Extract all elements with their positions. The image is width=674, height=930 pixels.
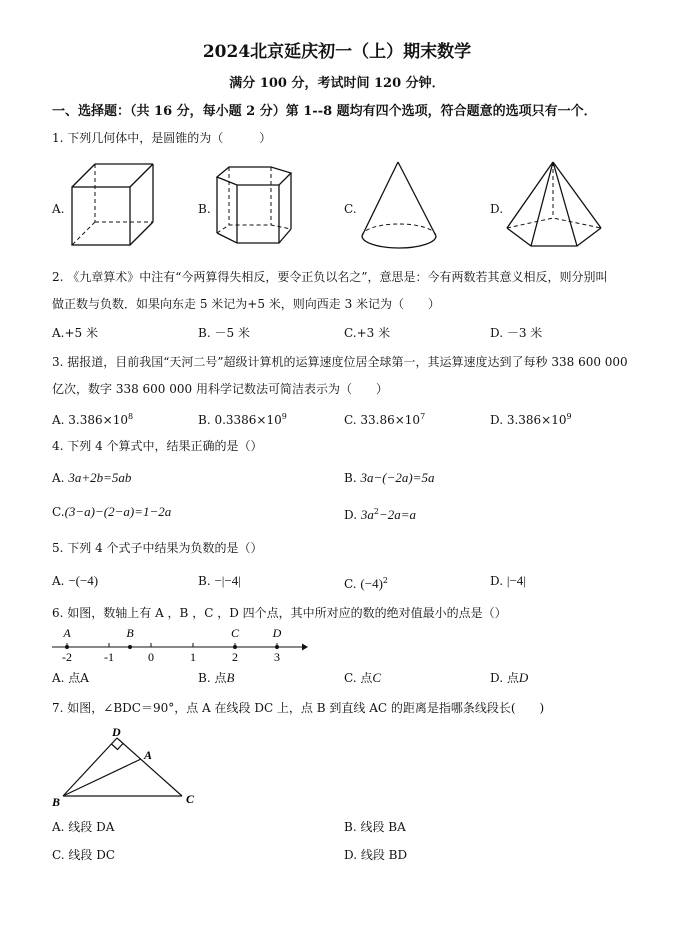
tick-label: -1 (104, 650, 114, 664)
tick-label: -2 (62, 650, 72, 664)
vertex-label-b: B (52, 795, 61, 809)
triangle-figure (50, 724, 210, 810)
q3-stem-line2: 亿次，数字 338 600 000 用科学记数法可简洁表示为（ ） (52, 382, 388, 396)
exam-info: 满分 100 分，考试时间 120 分钟． (229, 76, 445, 91)
q3-stem-line1: 3. 据报道，目前我国“天河二号”超级计算机的运算速度位居全球第一，其运算速度达到了每秒 338 600 000 (52, 355, 628, 369)
q7-option-a: A. 线段 DA (52, 820, 115, 834)
q7-stem: 7. 如图，∠BDC＝90°，点 A 在线段 DC 上，点 B 到直线 AC 的距离是指哪条线段长( ) (52, 701, 545, 715)
q3-option-a: A. $3.386\times 10^8$ (52, 412, 134, 427)
tick-label: 3 (274, 650, 280, 664)
vertex-label-d: D (112, 725, 121, 739)
hexagonal-prism-icon (215, 163, 295, 249)
cube-icon (70, 160, 160, 250)
number-line-ticks (67, 643, 277, 647)
point-c (233, 645, 237, 649)
tick-label: 0 (148, 650, 154, 664)
tick-label: 2 (232, 650, 238, 664)
segment-ba (63, 759, 141, 796)
number-line-arrow (302, 644, 308, 651)
q6-option-c: C. 点C (344, 670, 382, 685)
point-b (128, 645, 132, 649)
q1-option-d: D. (490, 202, 504, 216)
point-label-c: C (230, 626, 240, 640)
segment-dc (117, 738, 182, 796)
q5-option-a: A. −(−4) (52, 573, 99, 588)
q7-option-b: B. 线段 BA (344, 820, 406, 834)
q4-stem: 4. 下列 4 个算式中，结果正确的是（） (52, 439, 263, 453)
q2-stem-line1: 2. 《九章算术》中注有“今两算得失相反，要令正负以名之”，意思是：今有两数若其意义相反，则分别叫 (52, 270, 608, 284)
q7-option-d: D. 线段 BD (344, 848, 408, 862)
segment-bd (63, 738, 117, 796)
q2-option-b: B. －5 米 (198, 326, 250, 340)
q6-option-a: A. 点A (52, 671, 89, 685)
q6-option-b: B. 点B (198, 670, 235, 685)
q5-stem: 5. 下列 4 个式子中结果为负数的是（） (52, 541, 263, 555)
q1-option-c: C. (344, 202, 357, 216)
q1-option-b: B. (198, 202, 211, 216)
page-title: 2024北京延庆初一（上）期末数学 (202, 42, 472, 62)
q3-option-d: D. $3.386\times 10^9$ (490, 412, 572, 427)
q1-stem: 1. 下列几何体中，是圆锥的为（ ） (52, 131, 272, 145)
vertex-label-c: C (186, 792, 195, 806)
q1-option-a: A. (52, 202, 65, 216)
point-label-b: B (126, 626, 134, 640)
q4-option-c: C.(3−a)−(2−a)=1−2a (52, 504, 172, 519)
section-heading: 一、选择题：（共 16 分，每小题 2 分）第 1--8 题均有四个选项，符合题意的选项只有一个． (52, 104, 597, 119)
tick-label: 1 (190, 650, 196, 664)
q6-option-d: D. 点D (490, 670, 529, 685)
number-line-figure (50, 624, 310, 666)
point-label-d: D (272, 626, 282, 640)
q3-option-b: B. $0.3386\times 10^9$ (198, 412, 287, 427)
q4-option-b: B. 3a−(−2a)=5a (344, 470, 435, 485)
q2-option-c: C.+3 米 (344, 326, 391, 340)
q2-option-a: A.+5 米 (52, 326, 98, 340)
q4-option-d: D. $3a^2-2a=a$ (344, 507, 416, 522)
point-a (65, 645, 69, 649)
point-d (275, 645, 279, 649)
right-angle-mark (112, 744, 124, 750)
q5-option-c: C. $(-4)^2$ (344, 576, 388, 591)
q2-stem-line2: 做正数与负数．如果向东走 5 米记为+5 米，则向西走 3 米记为（ ） (52, 297, 441, 311)
q4-option-a: A. 3a+2b=5ab (52, 470, 132, 485)
vertex-label-a: A (144, 748, 153, 762)
point-label-a: A (63, 626, 71, 640)
cone-icon (360, 160, 440, 252)
q5-option-b: B. −|−4| (198, 573, 241, 588)
q5-option-d: D. |−4| (490, 573, 526, 588)
q3-option-c: C. $33.86\times 10^7$ (344, 412, 426, 427)
pentagonal-pyramid-icon (505, 160, 605, 252)
q7-option-c: C. 线段 DC (52, 848, 116, 862)
q6-stem: 6. 如图，数轴上有 A ，B ，C ，D 四个点，其中所对应的数的绝对值最小的点是（） (52, 606, 507, 620)
q2-option-d: D. －3 米 (490, 326, 543, 340)
